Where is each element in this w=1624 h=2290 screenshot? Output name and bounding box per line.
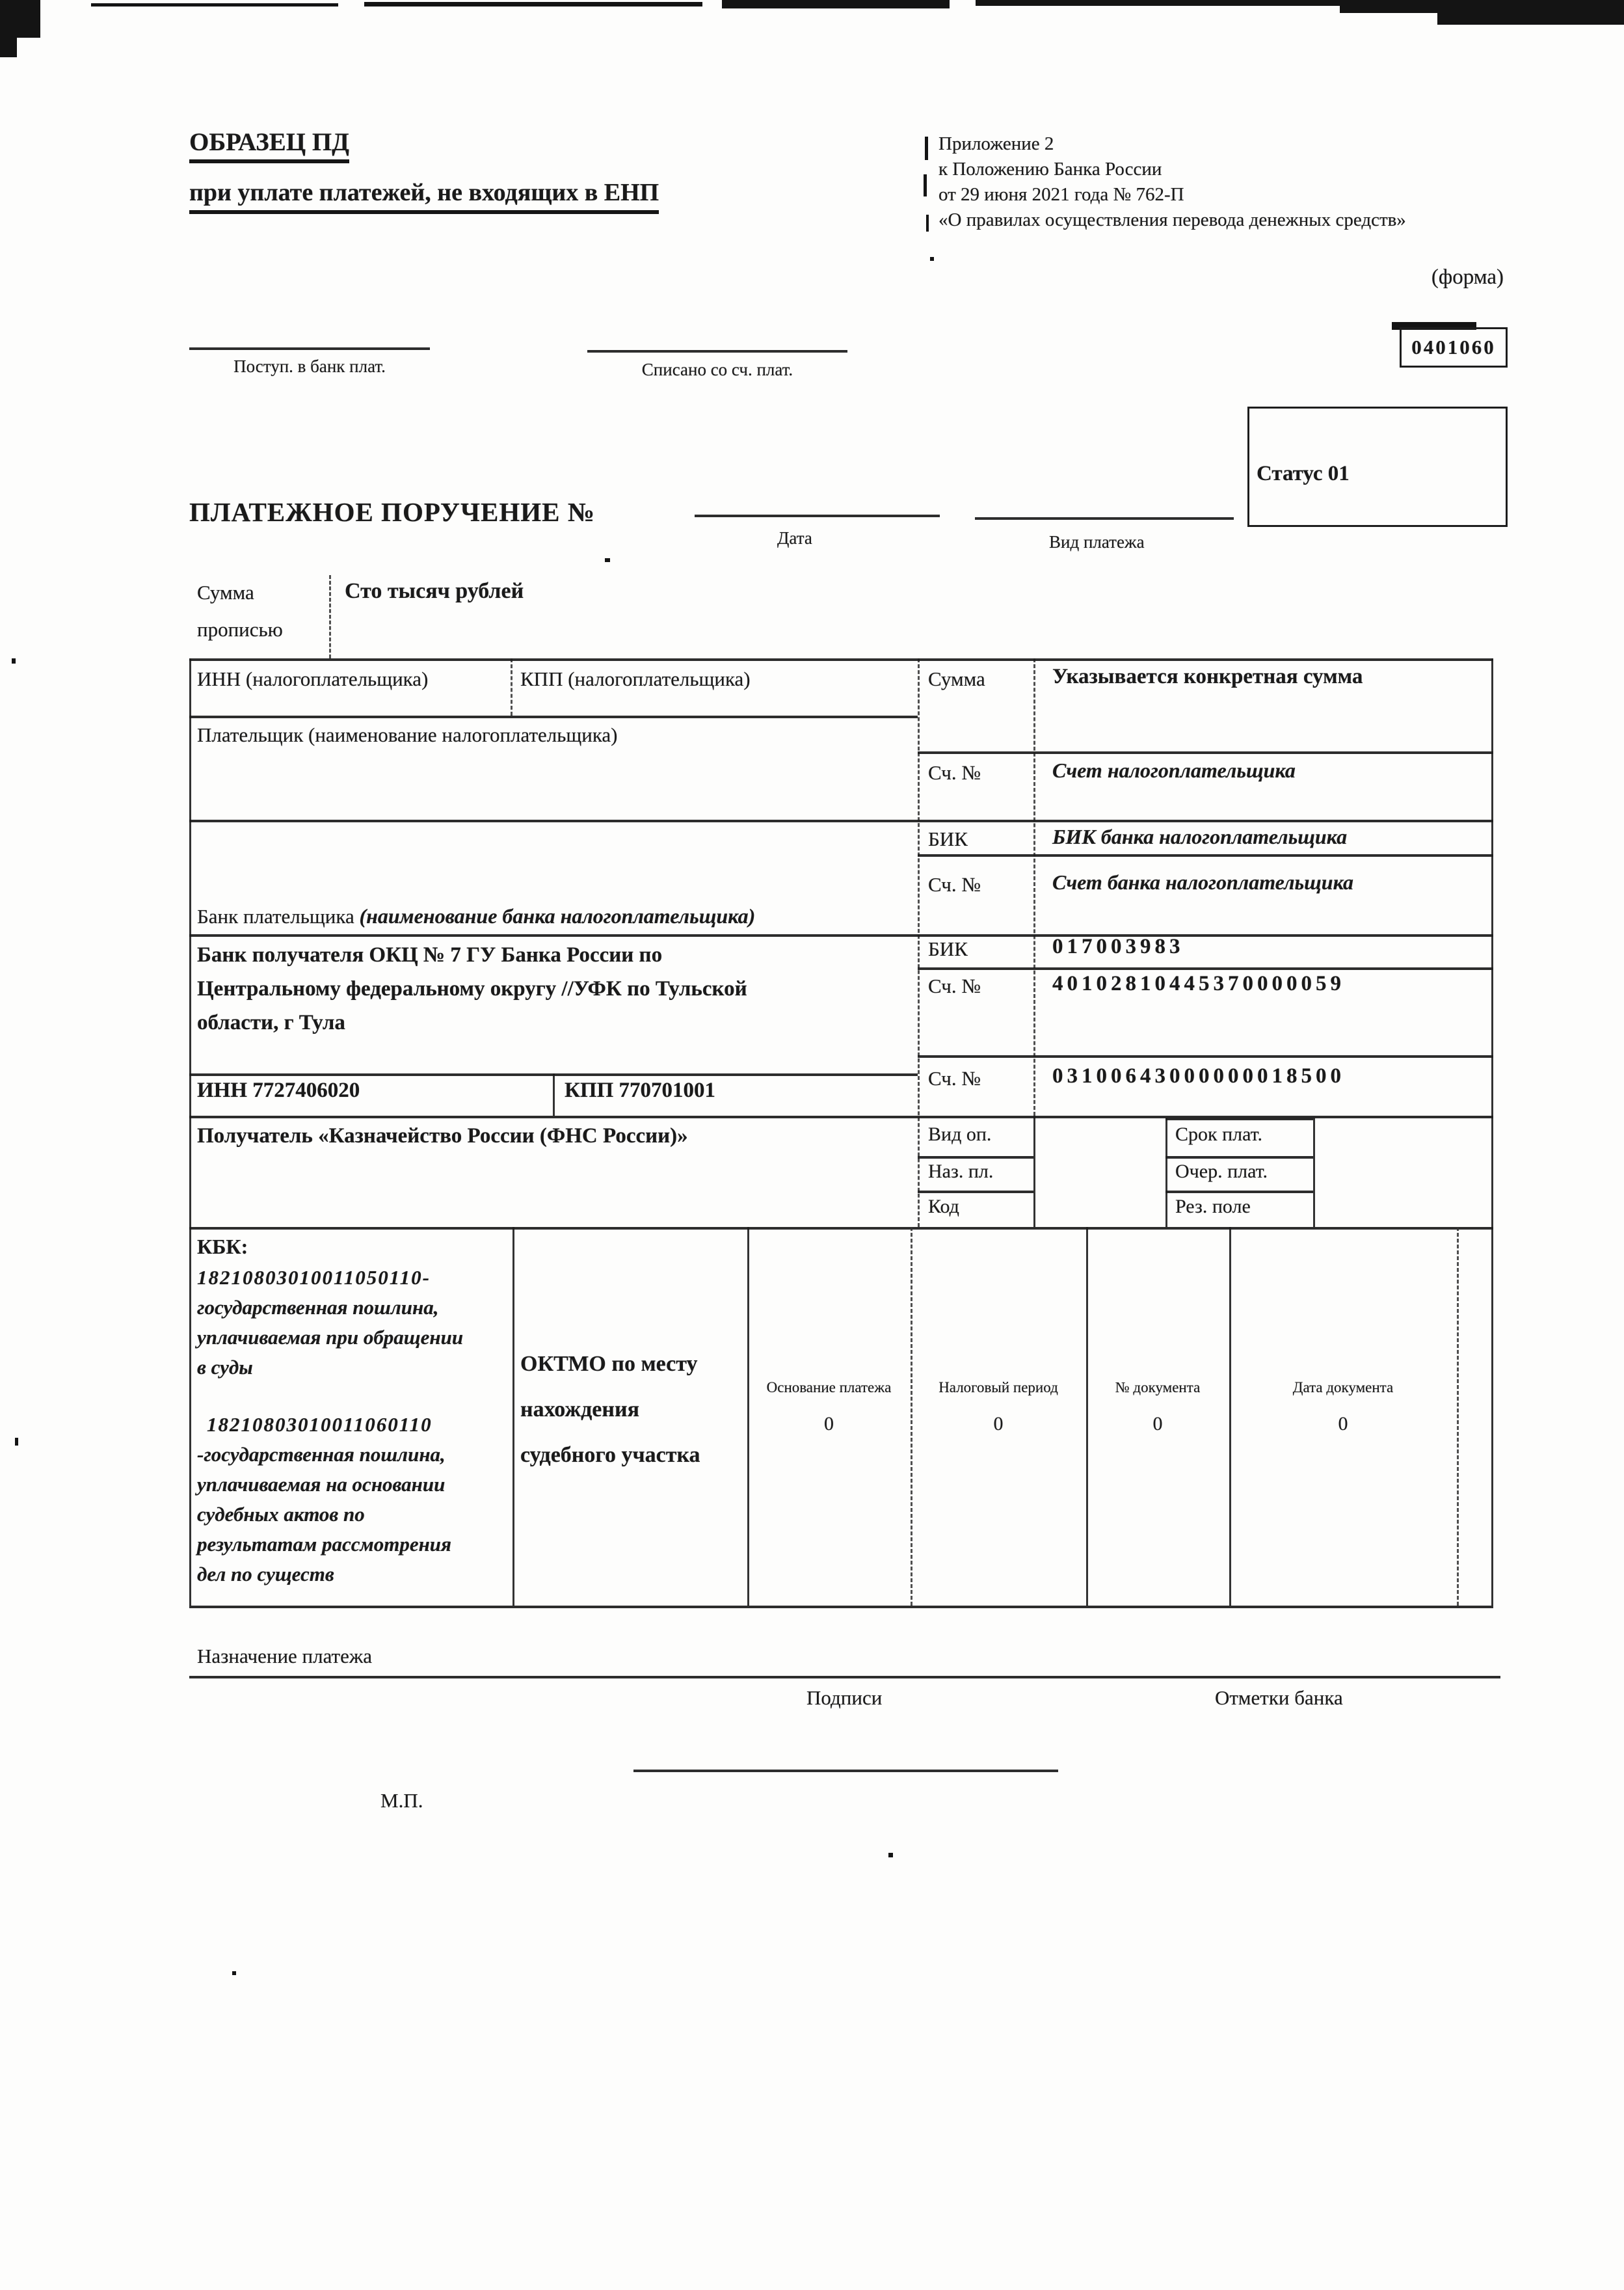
row-line [918, 751, 1493, 754]
row-line [189, 1227, 1493, 1230]
table-left-border [189, 658, 191, 1606]
row-line [918, 967, 1493, 970]
oktmo-line2: нахождения [520, 1397, 639, 1421]
kbk-text: судебных актов по [197, 1503, 365, 1526]
row-line [189, 934, 1493, 937]
received-label: Поступ. в банк плат. [233, 357, 386, 376]
table-right-border [1491, 658, 1493, 1606]
scan-streak [91, 3, 338, 7]
scan-streak [364, 2, 702, 7]
recipient-bank-account-value: 40102810445370000059 [1052, 972, 1345, 995]
kbk-text: дел по существ [197, 1563, 334, 1585]
scan-streak [976, 0, 1340, 6]
sample-title-line2: при уплате платежей, не входящих в ЕНП [189, 178, 659, 214]
payer-name-label: Плательщик (наименование налогоплательщика) [197, 723, 618, 746]
tax-col-label: Дата документа [1292, 1379, 1394, 1395]
recipient-bank-account-label: Сч. № [928, 975, 981, 997]
tax-col-border [1457, 1227, 1459, 1606]
ocher-plat-label: Очер. плат. [1175, 1161, 1268, 1182]
payer-bank-account-value: Счет банка налогоплательщика [1052, 870, 1353, 894]
inn-kpp-divider [511, 658, 512, 716]
kbk-title: КБК: [197, 1235, 248, 1258]
payment-type-line [975, 517, 1234, 520]
kbk-text: в суды [197, 1356, 253, 1379]
kbk-text: государственная пошлина, [197, 1296, 439, 1319]
bank-marks-label: Отметки банка [1215, 1686, 1343, 1709]
naz-pl-label: Наз. пл. [928, 1161, 994, 1182]
ops-row-line [918, 1156, 1033, 1159]
form-code-box [1400, 327, 1508, 368]
scan-streak [722, 0, 950, 8]
scan-blob-top-left [0, 0, 40, 38]
recipient-kpp: КПП 770701001 [565, 1079, 716, 1102]
recipient-name: Получатель «Казначейство России (ФНС России)» [197, 1124, 688, 1148]
scan-dot [12, 658, 16, 664]
appendix-line4: «О правилах осуществления перевода денежных средств» [938, 209, 1406, 230]
stamp-place-label: М.П. [380, 1789, 423, 1812]
form-code: 0401060 [1411, 336, 1496, 358]
debited-label: Списано со сч. плат. [641, 360, 793, 379]
amount-words-divider [329, 575, 331, 658]
date-label: Дата [777, 528, 812, 548]
appendix-line3: от 29 июня 2021 года № 762-П [938, 184, 1184, 205]
oktmo-line1: ОКТМО по месту [520, 1352, 698, 1376]
payer-bank-bik-label: БИК [928, 828, 968, 850]
payer-account-value: Счет налогоплательщика [1052, 759, 1296, 782]
rez-pole-label: Рез. поле [1175, 1196, 1251, 1217]
payer-bank-label: Банк плательщика (наименование банка налогоплательщика) [197, 904, 756, 928]
scan-dot [15, 1438, 18, 1446]
recipient-bank-line1: Банк получателя ОКЦ № 7 ГУ Банка России по [197, 943, 663, 967]
sum-label: Сумма [928, 667, 985, 690]
recipient-inn-kpp-divider [553, 1073, 555, 1116]
recipient-bank-line3: области, г Тула [197, 1011, 345, 1034]
srok-box-line [1165, 1191, 1313, 1193]
kbk-text: -государственная пошлина, [197, 1443, 446, 1466]
appendix-line2: к Положению Банка России [938, 159, 1162, 180]
recipient-account-value: 03100643000000018500 [1052, 1064, 1345, 1088]
kbk-text: уплачиваемая на основании [197, 1473, 446, 1496]
mid-column-divider [918, 658, 920, 1227]
tax-col-label: № документа [1115, 1379, 1201, 1395]
amount-words-label-2: прописью [197, 618, 283, 641]
purpose-label: Назначение платежа [197, 1645, 373, 1667]
recipient-inn: ИНН 7727406020 [197, 1079, 360, 1102]
document-title: ПЛАТЕЖНОЕ ПОРУЧЕНИЕ № [189, 497, 595, 527]
scan-dot [930, 257, 934, 261]
row-line [189, 820, 1493, 822]
row-line [918, 1055, 1493, 1058]
purpose-line [189, 1676, 1500, 1678]
forma-label: (форма) [1431, 265, 1504, 289]
kbk-code-1: 18210803010011050110- [197, 1266, 431, 1289]
label-column-divider [1033, 658, 1035, 1116]
payer-bank-account-label: Сч. № [928, 873, 981, 896]
srok-box-line [1165, 1118, 1313, 1120]
signatures-label: Подписи [806, 1686, 883, 1709]
amount-words-value: Сто тысяч рублей [345, 579, 524, 603]
recipient-account-label: Сч. № [928, 1067, 981, 1090]
scan-mark [925, 137, 928, 160]
srok-box-left [1165, 1118, 1167, 1227]
kbk-text: результатам рассмотрения [197, 1533, 451, 1556]
table-bottom-line [189, 1606, 1493, 1608]
payment-type-label: Вид платежа [1049, 532, 1145, 552]
tax-col-label: Основание платежа [766, 1379, 892, 1395]
ops-row-line [918, 1191, 1033, 1193]
scan-mark [924, 174, 927, 196]
srok-box-line [1165, 1156, 1313, 1159]
sample-title-line1: ОБРАЗЕЦ ПД [189, 128, 349, 163]
recipient-bank-bik-value: 017003983 [1052, 935, 1184, 958]
payer-bank-bik-value: БИК банка налогоплательщика [1052, 825, 1348, 848]
oktmo-line3: судебного участка [520, 1443, 700, 1467]
scan-mark [926, 215, 929, 232]
scan-dot [232, 1971, 236, 1975]
received-line [189, 347, 430, 350]
tax-col-label: Налоговый период [938, 1379, 1058, 1395]
srok-plat-label: Срок плат. [1175, 1124, 1263, 1145]
row-line [189, 658, 1493, 661]
row-line [918, 854, 1493, 857]
signature-line [633, 1770, 1058, 1772]
amount-words-label-1: Сумма [197, 581, 254, 604]
debited-line [587, 350, 847, 353]
row-line [189, 716, 918, 718]
scan-blob-top-left-2 [0, 38, 17, 57]
recipient-bank-bik-label: БИК [928, 937, 968, 960]
payer-account-label: Сч. № [928, 761, 981, 784]
tax-col-value: 0 [824, 1413, 834, 1435]
label-column-divider-low [1033, 1116, 1035, 1227]
kod-label: Код [928, 1196, 959, 1217]
sum-value: Указывается конкретная сумма [1052, 665, 1363, 688]
appendix-line1: Приложение 2 [938, 133, 1054, 154]
tax-col-value: 0 [1152, 1413, 1163, 1435]
scan-dot [888, 1853, 893, 1857]
tax-col-value: 0 [1338, 1413, 1348, 1435]
scan-streak [1437, 9, 1624, 25]
recipient-bank-line2: Центральному федеральному округу //УФК по Тульской [197, 977, 747, 1001]
srok-box-right [1313, 1118, 1315, 1227]
kbk-cell-border [512, 1227, 514, 1606]
payer-kpp-label: КПП (налогоплательщика) [520, 667, 751, 690]
vid-op-label: Вид оп. [928, 1124, 992, 1145]
kbk-code-2: 18210803010011060110 [207, 1413, 433, 1436]
tax-col-value: 0 [993, 1413, 1004, 1435]
payer-inn-label: ИНН (налогоплательщика) [197, 667, 429, 690]
scan-dot [605, 558, 610, 562]
number-date-line [695, 515, 940, 517]
kbk-text: уплачиваемая при обращении [197, 1326, 464, 1349]
status-label: Статус 01 [1257, 462, 1350, 485]
row-line [189, 1073, 918, 1076]
